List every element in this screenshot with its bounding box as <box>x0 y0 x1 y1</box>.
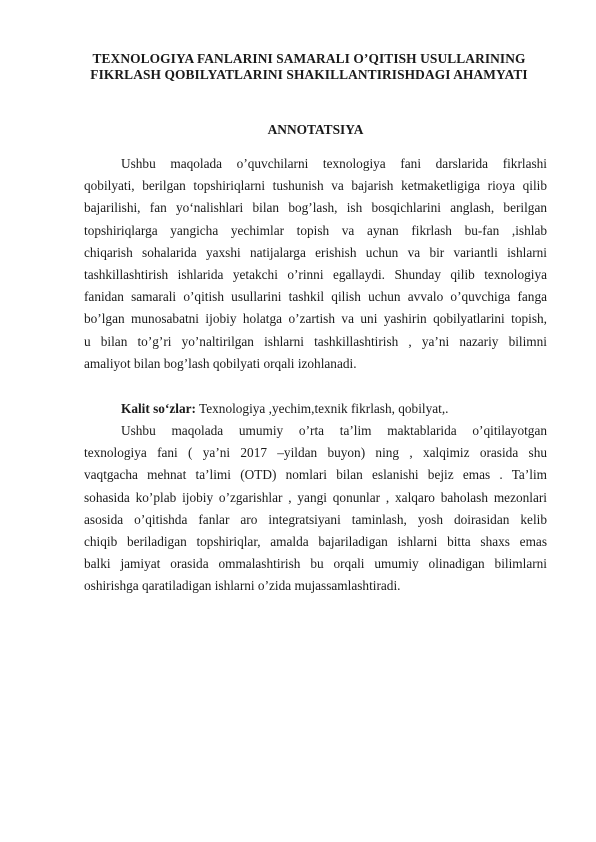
paragraph-line: asosida o’qitishda fanlar aro integratsiyani taminlash, yosh doirasidan kelib <box>84 511 547 527</box>
paragraph-line: oshirishga qaratiladigan ishlarni o’zida mujassamlashtiradi. <box>84 578 401 594</box>
paragraph-line: topshiriqlarga yangicha yechimlar topish va aynan fikrlash bu-fan ,ishlab <box>84 222 547 238</box>
paragraph-line: vaqtgacha mehnat ta’limi (OTD) nomlari bilan eslanishi bejiz emas . Ta’lim <box>84 467 547 483</box>
paragraph-line: Ushbu maqolada umumiy o’rta ta’lim maktablarida o’qitilayotgan <box>121 423 547 438</box>
paragraph-line: Ushbu maqolada o’quvchilarni texnologiya fani darslarida fikrlashi <box>121 156 547 171</box>
paragraph-line: u bilan to’g’ri yo’naltirilgan ishlarni tashkillashtirish , ya’ni nazariy bilimni <box>84 333 547 349</box>
body-paragraph <box>84 420 547 598</box>
article-title-line-2: FIKRLASH QOBILYATLARINI SHAKILLANTIRISHDAGI AHAMYATI <box>90 67 528 82</box>
paragraph-line: tashkillashtirish ishlarida yetakchi o’rinni egallaydi. Shunday qilib texnologiya <box>84 266 547 282</box>
paragraph-line: texnologiya fani ( ya’ni 2017 –yildan buyon) ning , xalqimiz orasida shu <box>84 445 547 461</box>
paragraph-line: bajarilishi, fan yo‘nalishlari bilan bog’lash, ish bosqichlarini anglash, berilgan <box>84 200 547 216</box>
keywords-line <box>84 398 547 420</box>
keywords-text: Texnologiya ,yechim,texnik fikrlash, qobilyat,. <box>195 401 449 416</box>
paragraph-line: balki jamiyat orasida ommalashtirish bu orqali umumiy olinadigan bilimlarni <box>84 556 547 572</box>
article-title <box>70 51 548 83</box>
paragraph-line: chiqarish sohalarida yaxshi natijalarga erishish uchun va bir variantli ishlarni <box>84 244 547 260</box>
paragraph-line: amaliyot bilan bog’lash qobilyati orqali izohlanadi. <box>84 355 357 371</box>
keywords-paragraph <box>84 398 547 420</box>
paragraph-line: chiqib beriladigan topshiriqlar, amalda bajariladigan ishlarni bitta shaxs emas <box>84 533 547 549</box>
paragraph-line: sohasida ko’plab ijobiy o’zgarishlar , yangi qonunlar , xalqaro baholash mezonlari <box>84 489 547 505</box>
article-title-line-1: TEXNOLOGIYA FANLARINI SAMARALI O’QITISH USULLARINING <box>92 51 526 66</box>
annotation-paragraph <box>84 153 547 375</box>
annotation-heading: ANNOTATSIYA <box>267 122 364 137</box>
paragraph-line: qobilyati, berilgan topshiriqlarni tushunish va bajarish ketmaketligiga rioya qilib <box>84 178 547 194</box>
keywords-label: Kalit so‘zlar: <box>121 401 196 416</box>
paragraph-line: bo’lgan munosabatni ijobiy holatga o’zartish va uni yashirin qobilyatlarini topish, <box>84 311 547 327</box>
paragraph-line: fanidan samarali o’qitish usullarini tashkil qilish uchun avvalo o’quvchiga fanga <box>84 289 547 305</box>
